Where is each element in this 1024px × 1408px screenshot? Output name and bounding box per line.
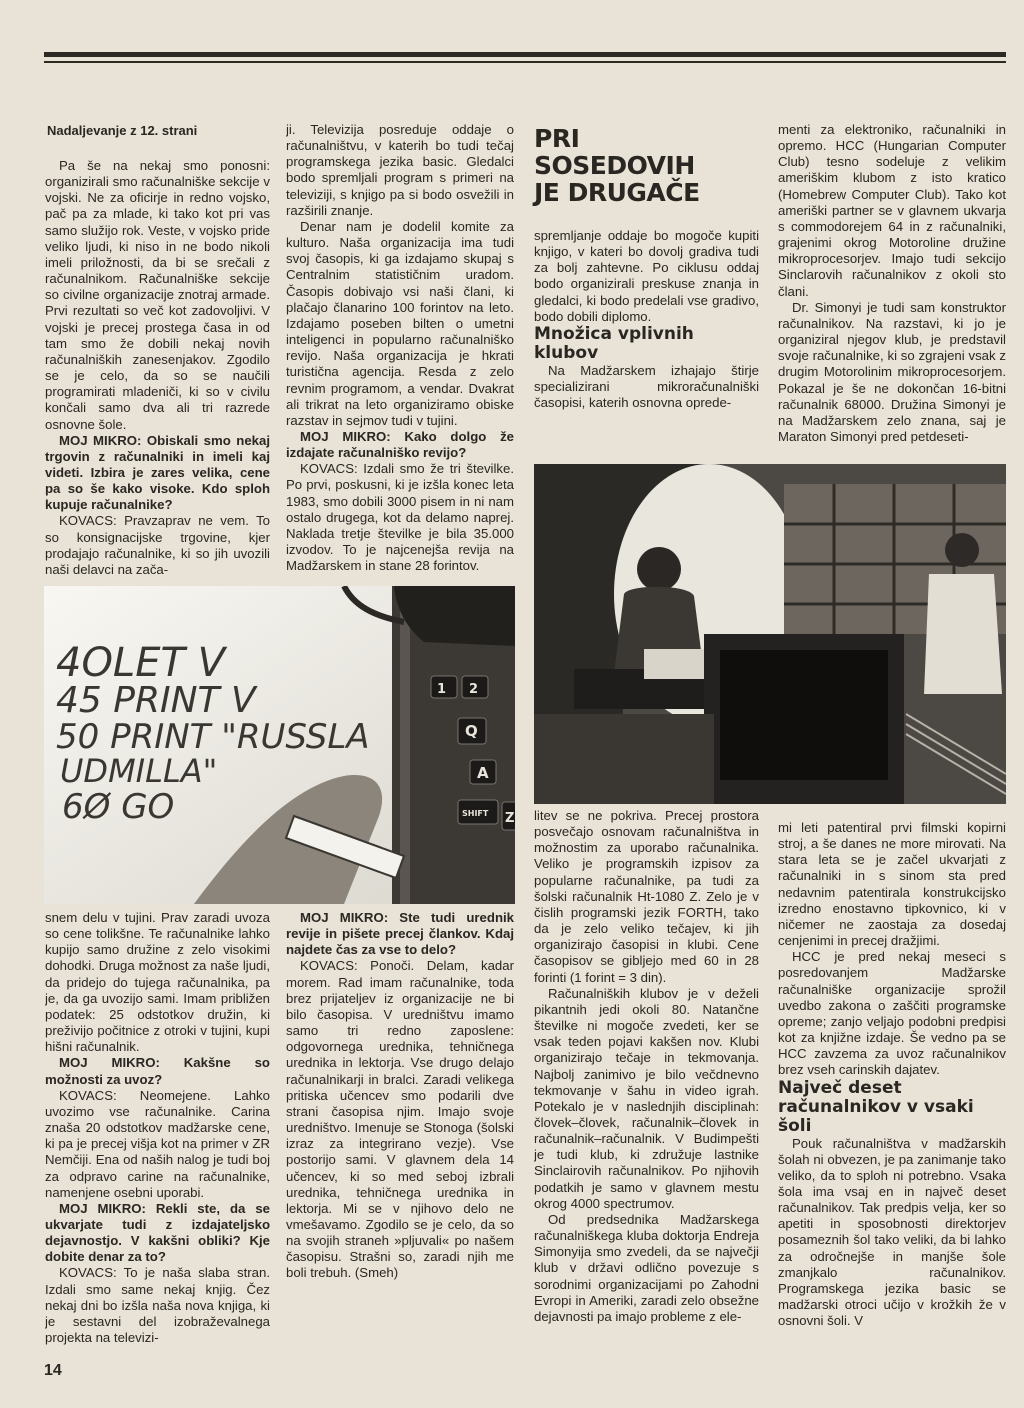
article-column-3-bottom — [534, 808, 759, 1358]
handwriting-photo — [44, 586, 515, 904]
paragraph: Od predsednika Madžarskega računalniškega kluba doktorja Endreja Simonyija smo zvedeli, da se največji klub v državi odlično povezuje s sorodnimi organizacijami po Zahodni Evropi in Ameriki, zaradi zelo obsežne dejavnosti pa imajo probleme z ele- — [534, 1211, 759, 1324]
top-rule-thick — [44, 52, 1006, 57]
paragraph: Dr. Simonyi je tudi sam konstruktor računalnikov. Na razstavi, ki jo je organiziral njegov klub, je predstavil svoje računalnike, ki so zgrajeni vsak z drugim Motorolinim mikroprocesorjem. Pokazal je še ne dokončan 16-bitni računalnik 68000. Družina Simonyi je na Madžarskem zelo znana, saj je Maraton Simonyi pred petdeseti- — [778, 299, 1006, 444]
hand-line-5: 6Ø GO — [62, 787, 175, 827]
paragraph: spremljanje oddaje bo mogoče kupiti knjigo, v kateri bo dovolj gradiva tudi za bolj zahtevne. Po ciklusu oddaj bodo organizirali preskuse znanja in gledalci, ki bodo predelali vse gradivo, bodo dobili diplomo. — [534, 228, 759, 324]
article-column-4-top — [778, 122, 1006, 458]
paragraph: HCC je pred nekaj meseci s posredovanjem Madžarske računalniške organizacije sprožil uvedbo zakona o zaščiti programske opreme; zanjo veljajo podobni predpisi kot za knjižne izdaje. Še vedno pa se HCC zavzema za uvoz računalnikov brez vseh carinskih dajatev. — [778, 949, 1006, 1078]
key-z-label: Z — [505, 811, 515, 826]
article-column-1-bottom — [45, 910, 270, 1358]
continuation-kicker: Nadaljevanje z 12. strani — [47, 123, 198, 138]
top-rule-thin — [44, 61, 1006, 63]
article-column-2-top — [286, 122, 514, 582]
article-column-4-bottom — [778, 820, 1006, 1360]
paragraph: mi leti patentiral prvi filmski kopirni stroj, a še danes ne more mirovati. Na stara leta se je začel ukvarjati z računalniki in s sinom sta pred nedavnim patentirala konstrukcijsko izredno enostavno tipkovnico, ki v ničemer ne zaostaja za dosedaj cenjenimi in precej dražjimi. — [778, 820, 1006, 949]
page-number: 14 — [44, 1362, 62, 1379]
paragraph: KOVACS: Izdali smo že tri številke. Po prvi, poskusni, ki je izšla konec leta 1983, smo dobili 3000 pisem in ni nam ostalo drugega, kot da delamo naprej. Naklada tretje številke je bila 35.000 izvodov. To je najcenejša revija na Madžarskem in stane 28 forintov. — [286, 461, 514, 574]
computer-club-photo — [534, 464, 1006, 804]
club-room-illustration — [534, 464, 1006, 804]
paragraph: menti za elektroniko, računalniki in opremo. HCC (Hungarian Computer Club) tesno sodeluje z velikim ameriškim klubom z isto kratico (Homebrew Computer Club). Tako kot ameriški partner se v glavnem ukvarja s commodorejem 64 in z računalniki, grajenimi okrog Motoroline družine mikroprocesorjev. Imajo tudi sekcijo Sinclarovih računalnikov z okoli sto člani. — [778, 122, 1006, 299]
interview-question: MOJ MIKRO: Ste tudi urednik revije in pišete precej člankov. Kdaj najdete čas za vse to delo? — [286, 910, 514, 958]
paragraph: KOVACS: Ponoči. Delam, kadar morem. Rad imam računalnike, toda brez prijateljev iz organizacije ne bi bilo časopisa. V uredništvu imamo samo tri redno zaposlene: odgovornega urednika, tehničnega urednika in lektorja. Vse drugo delajo računalnikarji in bralci. Zaradi velikega pritiska učencev smo podarili dve strani časopisa njim. Imajo svoje uredništvo. Imenuje se Stonoga (šolski izraz za integrirano vezje). Vse postorijo sami. V glavnem dela 14 učencev, ki so med seboj izbrali urednika, tehničnega urednika in lektorja. Mi se v njihovo delo ne vmešavamo. Zgodilo se je celo, da so na svojih straneh »pljuvali« po našem časopisu. Strašni so, zaradi njih me boli trebuh. (Smeh) — [286, 958, 514, 1281]
paragraph: Na Madžarskem izhajajo štirje specializirani mikroračunalniški časopisi, katerih osnovna oprede- — [534, 362, 759, 411]
paragraph: KOVACS: Neomejene. Lahko uvozimo vse računalnike. Carina znaša 20 odstotkov madžarske cene, ki pa je precej višja kot na primer v ZR Nemčiji. Ena od naših nalog je tudi boj za odpravo carine na računalnike, namenjene osebni uporabi. — [45, 1087, 270, 1200]
interview-question: MOJ MIKRO: Kako dolgo že izdajate računalniško revijo? — [286, 428, 514, 461]
paragraph: KOVACS: Pravzaprav ne vem. To so konsignacijske trgovine, kjer prodajajo računalnike, ki so jih uvozili naši delavci na zača- — [45, 513, 270, 577]
key-a-label: A — [477, 764, 489, 782]
paragraph: ji. Televizija posreduje oddaje o računalništvu, v katerih bo tudi tečaj programskega jezika basic. Gledalci bodo spremljali program s primeri na televiziji, s knjigo pa si bodo osvežili in razširili znanje. — [286, 122, 514, 218]
subheading: Največ deset računalnikov v vsaki šoli — [778, 1077, 974, 1136]
interview-question: MOJ MIKRO: Obiskali smo nekaj trgovin z računalniki in imeli kaj videti. Izbira je zares velika, cene pa so še kako visoke. Kdo sploh kupuje računalnike? — [45, 432, 270, 513]
paragraph: Računalniških klubov je v deželi pikantnih jedi okoli 80. Natančne številke ni mogoče zvedeti, ker se vsak teden pojavi kakšen nov. Klubi organizirajo tečaje in tekmovanja. Najbolj zanimivo je bilo večdnevno tekmovanje v šahu in video igrah. Potekalo je v naslednjih disciplinah: človek–človek, računalnik–človek in računalnik–računalnik. V Budimpešti je tudi klub, ki združuje lastnike Sinclairovih računalnikov. Po njihovih podatkih je samo v glavnem mestu okrog 4000 spectrumov. — [534, 985, 759, 1211]
paragraph: Denar nam je dodelil komite za kulturo. Naša organizacija ima tudi svoj časopis, ki ga izdajamo skupaj s Centralnim statističnim uradom. Časopis dobivajo vsi naši člani, ki plačajo članarino 100 forintov na leto. Izdajamo poseben bilten o umetni inteligenci in popularno računalniško revijo. Naša organizacija je hkrati turistična agencija. Resda z zelo revnim programom, a vendar. Dvakrat ali trikrat na leto organiziramo obiske razstav in sejmov tudi v tujini. — [286, 218, 514, 428]
key-q-label: Q — [465, 722, 478, 740]
article-column-2-bottom — [286, 910, 514, 1358]
paragraph: snem delu v tujini. Prav zaradi uvoza so cene tolikšne. Te računalnike lahko kupijo samo družine z zelo visokimi dohodki. Druga možnost za naše ljudi, da pridejo do tujega računalnika, pa je, da ga uvozijo sami. Imam približen podatek: 25 odstotkov družin, ki preživijo počitnice z otroki v tujini, kupi hišni računalnik. — [45, 910, 270, 1055]
subheading: Množica vplivnih klubov — [534, 323, 694, 363]
hand-line-4: UDMILLA" — [60, 752, 218, 790]
hand-line-2: 45 PRINT V — [56, 680, 256, 721]
paragraph: Pouk računalništva v madžarskih šolah ni obvezen, je pa zanimanje tako veliko, da to sploh ni potrebno. Vsaka šola ima vsaj en in največ deset računalnikov. Tak predpis velja, ker so apetiti in sposobnosti direktorjev posameznih šol tako veliki, da bi lahko za odročnejše in manjše šole zmanjkalo računalnikov. Programskega jezika basic se madžarski otroci učijo v krožkih že v osnovni šoli. V — [778, 1135, 1006, 1329]
hand-line-1: 4OLET V — [56, 640, 226, 686]
interview-question: MOJ MIKRO: Kakšne so možnosti za uvoz? — [45, 1055, 270, 1087]
article-column-1-top — [45, 158, 270, 582]
interview-question: MOJ MIKRO: Rekli ste, da se ukvarjate tudi z izdajateljsko dejavnostjo. V kakšni obliki? Kje dobite denar za to? — [45, 1200, 270, 1265]
key-1-label: 1 — [437, 682, 447, 697]
key-shift-label: SHIFT — [462, 809, 489, 818]
headline-line-3: JE DRUGAČE — [534, 178, 700, 207]
paragraph: Pa še na nekaj smo ponosni: organizirali smo računalniške sekcije v vojski. Ne za oficirje in redno vojsko, pač pa za mlade, ki tako kot pri vas samo služijo rok. Veste, v vojsko pride veliko ljudi, ki niso in ne bodo nikoli imeli priložnosti, da bi se srečali z računalnikom. Računalniške sekcije so civilne organizacije znotraj armade. Prvi rezultati so več kot zadovoljivi. V vojski je precej prostega časa in od tam smo že dobili nekaj novih računalniških zanesenjakov. Zgodilo se je celo, da so se naučili programirati mladeniči, ki so v civilu končali samo dva ali tri razrede osnovne šole. — [45, 158, 270, 432]
key-2-label: 2 — [469, 682, 479, 697]
article-column-3-top — [534, 228, 759, 458]
headline-line-2: SOSEDOVIH — [534, 151, 695, 180]
headline — [534, 125, 754, 206]
paragraph: KOVACS: To je naša slaba stran. Izdali smo same nekaj knjig. Čez nekaj dni bo izšla naša nova knjiga, ki je sestavni del izobraževalnega projekta na televizi- — [45, 1265, 270, 1346]
hand-line-3: 50 PRINT "RUSSLA — [56, 717, 370, 757]
paragraph: litev se ne pokriva. Precej prostora posvečajo osnovam računalništva in možnostim za uporabo računalnika. Veliko je programskih izpisov za popularne računalnike, pa tudi za šolski računalnik Ht-1080 Z. Zelo je v čislih programski jezik FORTH, tako da je zelo veliko tečajev, ki jih organizirajo časopisi in klubi. Cene časopisov se gibljejo med 60 in 28 forinti (1 forint = 3 din). — [534, 808, 759, 985]
handwriting-illustration — [44, 586, 515, 904]
headline-line-1: PRI — [534, 124, 580, 153]
